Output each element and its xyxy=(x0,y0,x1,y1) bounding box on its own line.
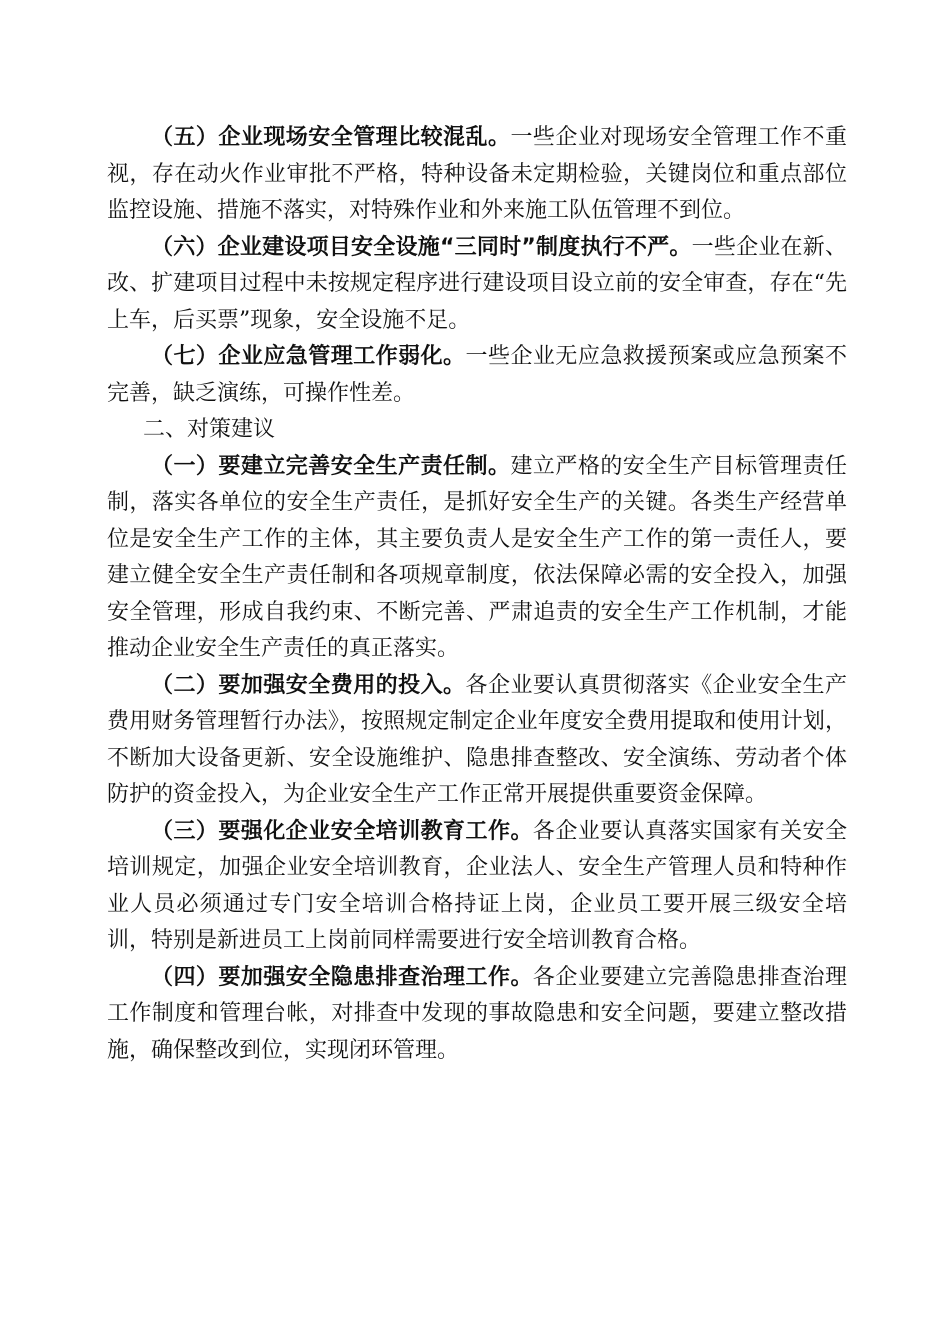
paragraph-lead: （三）要强化企业安全培训教育工作。 xyxy=(151,818,533,844)
paragraph-problem-5 xyxy=(107,120,847,230)
paragraph-lead: （二）要加强安全费用的投入。 xyxy=(151,672,466,698)
paragraph-suggestion-4 xyxy=(107,960,847,1070)
paragraph-suggestion-1 xyxy=(107,449,847,668)
paragraph-body: 一些企业对现场安全管理工作不重视，存在动火作业审批不严格，特种设备未定期检验，关键岗位和重点部位监控设施、措施不落实，对特殊作业和外来施工队伍管理不到位。 xyxy=(107,125,847,223)
paragraph-lead: （五）企业现场安全管理比较混乱。 xyxy=(151,125,511,150)
paragraph-lead: （一）要建立完善安全生产责任制。 xyxy=(151,453,511,479)
paragraph-lead: （六）企业建设项目安全设施“三同时”制度执行不严。 xyxy=(151,234,692,260)
paragraph-problem-7 xyxy=(107,339,847,412)
paragraph-suggestion-2 xyxy=(107,668,847,814)
paragraph-body: 一些企业在新、改、扩建项目过程中未按规定程序进行建设项目设立前的安全审查，存在“先上车，后买票”现象，安全设施不足。 xyxy=(107,234,847,333)
paragraph-body: 建立严格的安全生产目标管理责任制，落实各单位的安全生产责任，是抓好安全生产的关键。各类生产经营单位是安全生产工作的主体，其主要负责人是安全生产工作的第一责任人，要建立健全安全生产责任制和各项规章制度，依法保障必需的安全投入，加强安全管理，形成自我约束、不断完善、严肃追责的安全生产工作机制，才能推动企业安全生产责任的真正落实。 xyxy=(107,453,847,661)
paragraph-problem-6 xyxy=(107,230,847,340)
paragraph-lead: （七）企业应急管理工作弱化。 xyxy=(151,344,466,369)
paragraph-suggestion-3 xyxy=(107,814,847,960)
section-heading: 二、对策建议 xyxy=(143,417,276,442)
paragraph-body: 各企业要认真落实国家有关安全培训规定，加强企业安全培训教育，企业法人、安全生产管理人员和特种作业人员必须通过专门安全培训合格持证上岗，企业员工要开展三级安全培训，特别是新进员工上岗前同样需要进行安全培训教育合格。 xyxy=(107,818,847,953)
paragraph-lead: （四）要加强安全隐患排查治理工作。 xyxy=(151,964,533,990)
document-page xyxy=(107,120,847,1069)
paragraph-body: 一些企业无应急救援预案或应急预案不完善，缺乏演练，可操作性差。 xyxy=(107,344,847,406)
paragraph-body: 各企业要建立完善隐患排查治理工作制度和管理台帐，对排查中发现的事故隐患和安全问题，要建立整改措施，确保整改到位，实现闭环管理。 xyxy=(107,964,847,1063)
paragraph-body: 各企业要认真贯彻落实《企业安全生产费用财务管理暂行办法》，按照规定制定企业年度安全费用提取和使用计划，不断加大设备更新、安全设施维护、隐患排查整改、安全演练、劳动者个体防护的资金投入，为企业安全生产工作正常开展提供重要资金保障。 xyxy=(107,672,847,807)
